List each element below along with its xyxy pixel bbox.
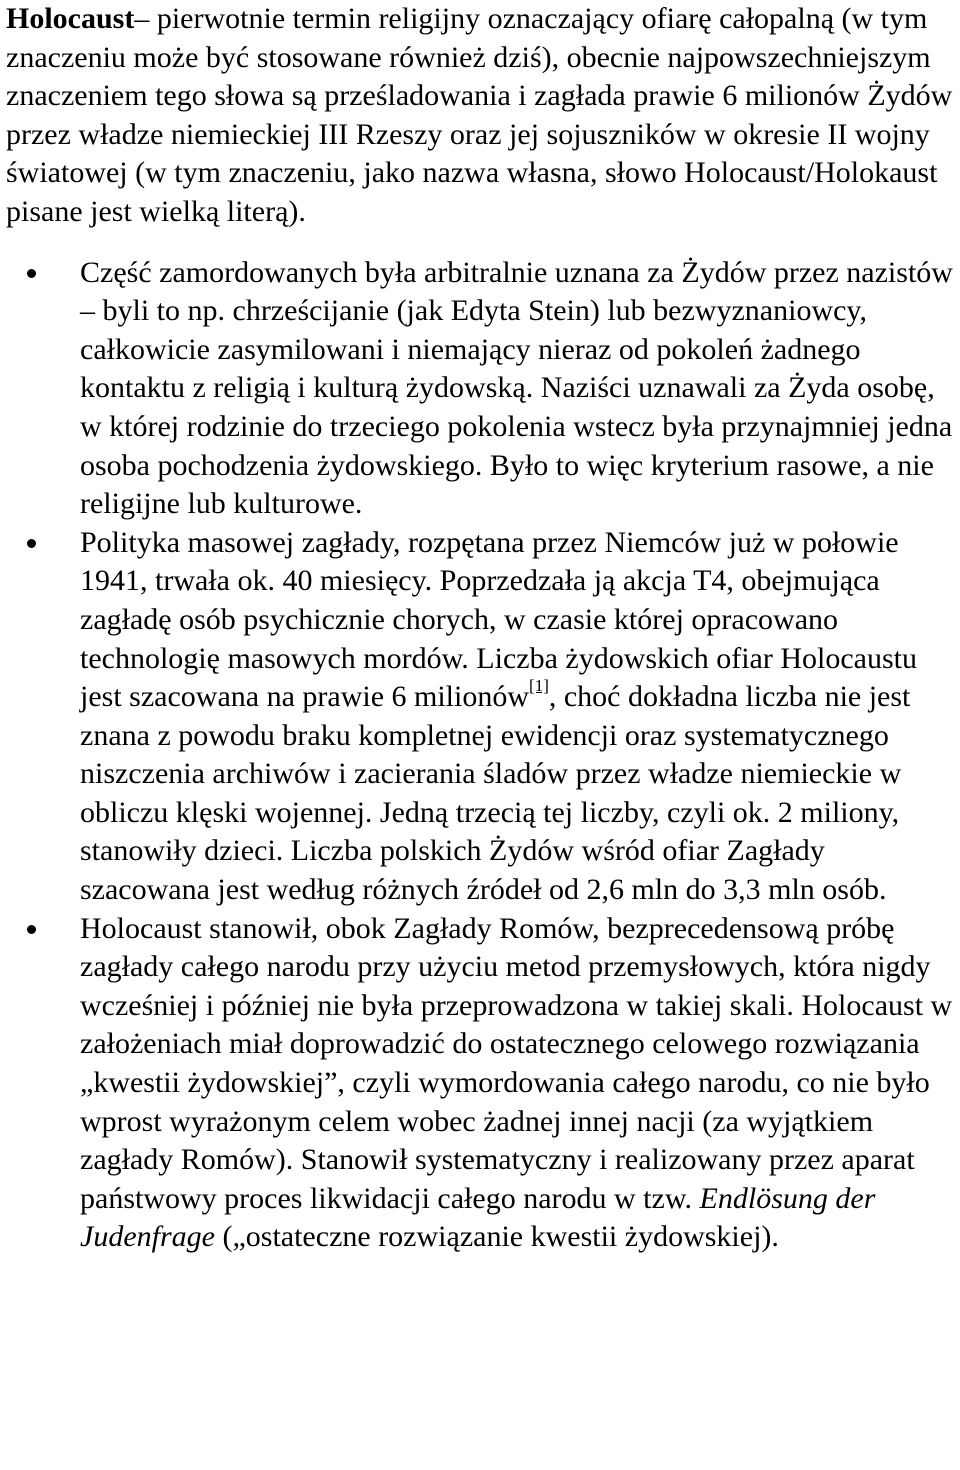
bullet-text: Część zamordowanych była arbitralnie uznana za Żydów przez nazistów – byli to np. chrześcijanie (jak Edyta Stein) lub bezwyznaniowcy, całkowicie zasymilowani i niemający nieraz od pokoleń żadnego kontaktu z religią i kulturą żydowską. Naziści uznawali za Żyda osobę, w której rodzinie do trzeciego pokolenia wstecz była przynajmniej jedna osoba pochodzenia żydowskiego. Było to więc kryterium rasowe, a nie religijne lub kulturowe. bbox=[80, 255, 953, 521]
bullet-list bbox=[6, 254, 954, 1257]
bullet-text-start: Holocaust stanowił, obok Zagłady Romów, bezprecedensową próbę zagłady całego narodu przy użyciu metod przemysłowych, która nigdy wcześniej i później nie była przeprowadzona w takiej skali. Holocaust w założeniach miał doprowadzić do ostatecznego celowego rozwiązania „kwestii żydowskiej”, czyli wymordowania całego narodu, co nie było wprost wyrażonym celem wobec żadnej innej nacji (za wyjątkiem zagłady Romów). Stanowił systematyczny i realizowany przez aparat państwowy proces likwidacji całego narodu w tzw. bbox=[80, 911, 953, 1215]
bullet-text-end: („ostateczne rozwiązanie kwestii żydowskiej). bbox=[214, 1220, 779, 1254]
intro-paragraph bbox=[6, 0, 954, 232]
italic-term: Endlösung der Judenfrage bbox=[80, 1181, 876, 1254]
bullet-item-extermination-policy bbox=[80, 524, 954, 910]
bullet-dot-icon bbox=[27, 539, 36, 548]
bullet-dot-icon bbox=[27, 269, 36, 278]
bullet-text-start: Polityka masowej zagłady, rozpętana przez Niemców już w połowie 1941, trwała ok. 40 miesięcy. Poprzedzała ją akcja T4, obejmująca zagładę osób psychicznie chorych, w czasie której opracowano technologię masowych mordów. Liczba żydowskich ofiar Holocaustu jest szacowana na prawie 6 milionów bbox=[80, 525, 917, 714]
bullet-item-genocide-scope bbox=[80, 910, 954, 1257]
intro-text: – pierwotnie termin religijny oznaczający ofiarę całopalną (w tym znaczeniu może być stosowane również dziś), obecnie najpowszechniejszym znaczeniem tego słowa są prześladowania i zagłada prawie 6 milionów Żydów przez władze niemieckiej III Rzeszy oraz jej sojuszników w okresie II wojny światowej (w tym znaczeniu, jako nazwa własna, słowo Holocaust/Holokaust pisane jest wielką literą). bbox=[6, 2, 953, 228]
bullet-dot-icon bbox=[27, 925, 36, 934]
intro-lead-term: Holocaust bbox=[6, 2, 135, 35]
bullet-item-victims-classification bbox=[80, 254, 954, 524]
footnote-reference-link[interactable]: [1] bbox=[529, 676, 549, 696]
bullet-text-end: , choć dokładna liczba nie jest znana z powodu braku kompletnej ewidencji oraz systematycznego niszczenia archiwów i zacierania śladów przez władze niemieckie w obliczu klęski wojennej. Jedną trzecią tej liczby, czyli ok. 2 miliony, stanowiły dzieci. Liczba polskich Żydów wśród ofiar Zagłady szacowana jest według różnych źródeł od 2,6 mln do 3,3 mln osób. bbox=[80, 680, 911, 907]
